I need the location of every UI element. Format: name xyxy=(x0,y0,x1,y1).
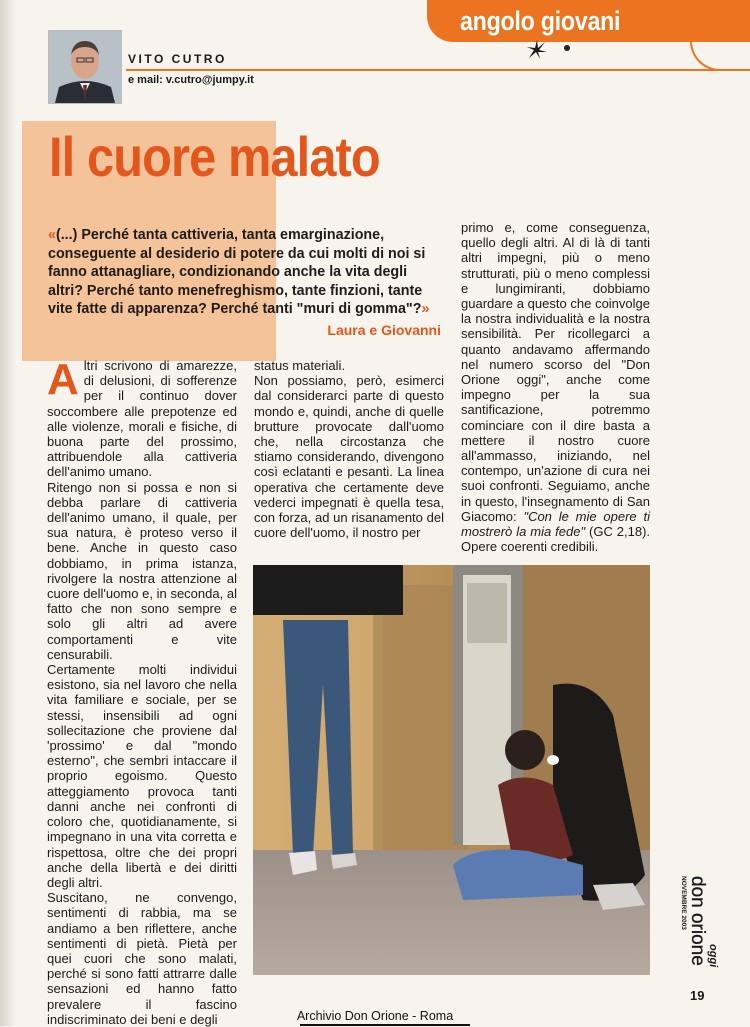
paragraph: Suscitano, ne convengo, sentimenti di rabbia, ma se andiamo a ben riflettere, anche sentimenti di pietà. Pietà per quei cuori che sono malati, perché si sono fatti attrarre dalle sensazioni ed hanno fatto prevalere il fascino indiscriminato dei beni e degli xyxy=(47,890,237,1027)
paragraph-end: (GC 2,18). Opere coerenti credibili. xyxy=(461,524,651,555)
ink-splash-icon xyxy=(525,38,549,60)
street-scene-illustration xyxy=(253,565,650,975)
paragraph: status materiali. xyxy=(254,358,346,373)
logo-brand: don orione xyxy=(687,876,708,966)
header-curve xyxy=(690,30,750,71)
scripture-quote: "Con le mie opere ti mostrerò la mia fede" xyxy=(461,508,650,540)
article-column-1 xyxy=(47,355,237,1027)
article-column-3 xyxy=(461,220,650,554)
paragraph xyxy=(461,220,650,554)
quote-open-mark: « xyxy=(48,227,56,243)
pull-quote-signature: Laura e Giovanni xyxy=(327,322,441,338)
article-photo xyxy=(253,565,650,975)
paragraph xyxy=(47,355,237,480)
paragraph: Non possiamo, però, esimerci dal considerarci parte di questo mondo e, quindi, anche di quelle brutture provocate dall'uomo che, nella circostanza che stiamo considerando, divengono così eclatanti e pesanti. La linea operativa che certamente deve vederci impegnati è quella tesa, con forza, ad un risanamento del cuore dell'uomo, il nostro per xyxy=(254,373,444,541)
logo-issue-date: NOVEMBRE 2003 xyxy=(680,876,687,930)
decorative-dot xyxy=(564,45,570,51)
don-orione-oggi-logo xyxy=(668,874,719,974)
pull-quote xyxy=(48,226,443,319)
author-photo xyxy=(48,30,122,104)
author-email: e mail: v.cutro@jumpy.it xyxy=(128,74,254,86)
header-rule xyxy=(126,69,750,71)
paragraph: Certamente molti individui esistono, sia nel lavoro che nella vita familiare e sociale, per se stessi, insensibili ad ogni sollecitazione che proviene dal 'prossimo' e dal "mondo esterno", che sembri intaccare il proprio egoismo. Questo atteggiamento provoca tanti danni anche nei confronti di coloro che, quotidianamente, si impegnano in una vita corretta e rispettosa, oltre che dei propri anche della libertà e dei diritti degli altri. xyxy=(47,662,237,890)
paragraph: Ritengo non si possa e non si debba parlare di cattiveria dell'animo umano, il quale, per sua natura, è proteso verso il bene. Anche in questo caso dobbiamo, in prima istanza, rivolgere la nostra attenzione al cuore dell'uomo e, in seconda, al fatto che non sono sempre e solo gli altri ad avere comportamenti e vite censurabili. xyxy=(47,479,237,662)
pull-quote-text: (...) Perché tanta cattiveria, tanta emarginazione, conseguente al desiderio di potere da cui molti di noi si fanno attanagliare, condizionando anche la vita degli altri? Perché tanto menefreghismo, tante finzioni, tante vite fatte di apparenza? Perché tanti "muri di gomma"? xyxy=(48,227,426,317)
paragraph-text: primo e, come conseguenza, quello degli altri. Al di là di tanti altri impegni, più o meno strutturati, più o meno complessi e lungimiranti, dobbiamo guardare a questo che coinvolge la nostra individualità e la nostra sensibilità. Per ricollegarci a quanto andavamo affermando nel numero scorso del "Don Orione oggi", anche come impegno per la sua santificazione, potremmo cominciare con il dire basta a mettere il nostro cuore all'ammasso, iniziando, nel contempo, un'azione di cura nei suoi confronti. Seguiamo, anche in questo, l'insegnamento di San Giacomo: xyxy=(461,220,650,524)
page-binding-shadow xyxy=(0,0,16,1026)
page-number: 19 xyxy=(690,988,705,1003)
paragraph-text: ltri scrivono di amarezze, di delusioni, di sofferenze per il continuo dover soccombere alle prepotenze ed alle violenze, morali e fisiche, di buona parte del prossimo, attribuendole alla cattiveria dell'animo umano. xyxy=(47,358,237,480)
logo-brand-suffix: oggi xyxy=(707,944,719,968)
quote-close-mark: » xyxy=(421,301,430,317)
author-name: VITO CUTRO xyxy=(128,52,227,66)
article-title: Il cuore malato xyxy=(49,125,380,188)
drop-cap: A xyxy=(47,355,79,404)
section-label: angolo giovani xyxy=(460,6,621,36)
portrait-illustration xyxy=(49,31,121,103)
archive-footer: Archivio Don Orione - Roma xyxy=(296,1009,454,1023)
footer-underline xyxy=(300,1024,470,1026)
article-column-2 xyxy=(254,358,444,540)
